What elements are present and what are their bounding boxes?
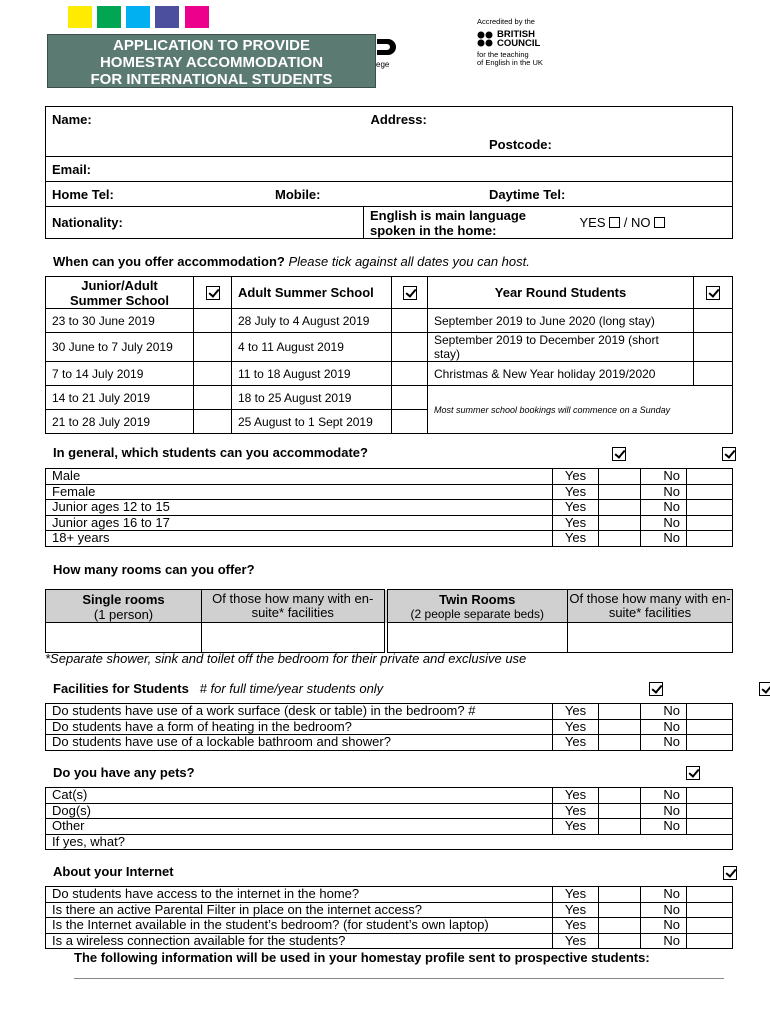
name-address-cell[interactable]	[46, 107, 733, 132]
students-question: In general, which students can you accommodate?	[53, 445, 368, 460]
email-label: Email:	[52, 161, 92, 177]
twin-ensuite-input[interactable]	[568, 623, 733, 653]
yes-checkbox[interactable]	[599, 918, 641, 934]
no-checkbox[interactable]	[687, 803, 733, 819]
pets-question: Do you have any pets?	[53, 765, 195, 780]
rooms-question: How many rooms can you offer?	[53, 562, 255, 577]
internet-title: About your Internet	[53, 864, 174, 879]
facilities-table: Do students have use of a work surface (desk or table) in the bedroom? # Yes No Do students have a form of heating in the bedroom? Yes No Do students have use of a lockable bathroom and shower? Yes No	[45, 703, 733, 751]
facilities-title: Facilities for Students # for full time/year students only	[53, 681, 384, 696]
tick-icon	[206, 286, 220, 300]
adult-date-4: 18 to 25 August 2019	[232, 386, 392, 410]
accommodation-question: When can you offer accommodation? Please tick against all dates you can host.	[53, 254, 530, 269]
junior-date-4: 14 to 21 July 2019	[46, 386, 194, 410]
year-round-checkbox-3[interactable]	[694, 362, 733, 386]
language-label-2: spoken in the home:	[370, 222, 497, 238]
year-round-checkbox-2[interactable]	[694, 333, 733, 362]
rooms-table: Single rooms (1 person) Of those how many with en-suite* facilities Twin Rooms (2 people separate beds) Of those how many with en-suite* facilities	[45, 589, 733, 653]
adult-checkbox-1[interactable]	[392, 309, 428, 333]
swatch-purple	[155, 6, 179, 28]
junior-checkbox-5[interactable]	[194, 410, 232, 434]
junior-date-1: 23 to 30 June 2019	[46, 309, 194, 333]
junior-checkbox-2[interactable]	[194, 333, 232, 362]
swatch-cyan	[126, 6, 150, 28]
yes-checkbox[interactable]	[599, 735, 641, 751]
nationality-label: Nationality:	[52, 215, 123, 230]
booking-note: Most summer school bookings will commence on a Sunday	[428, 386, 733, 434]
single-ensuite-input[interactable]	[202, 623, 386, 653]
adult-checkbox-2[interactable]	[392, 333, 428, 362]
phone-row[interactable]	[46, 182, 733, 207]
home-tel-label: Home Tel:	[52, 186, 114, 202]
pets-table: Cat(s) Yes No Dog(s) Yes No Other Yes No If yes, what?	[45, 787, 733, 850]
yes-checkbox[interactable]	[599, 484, 641, 500]
junior-checkbox-3[interactable]	[194, 362, 232, 386]
british-council-icon	[477, 31, 495, 47]
pets-details-field[interactable]: If yes, what?	[46, 834, 733, 850]
junior-checkbox-4[interactable]	[194, 386, 232, 410]
profile-info-text: The following information will be used in your homestay profile sent to prospective students:	[74, 950, 650, 965]
page-title: APPLICATION TO PROVIDE HOMESTAY ACCOMMODATION FOR INTERNATIONAL STUDENTS	[47, 34, 376, 88]
no-checkbox[interactable]	[687, 531, 733, 547]
yes-checkbox[interactable]	[599, 704, 641, 720]
junior-date-2: 30 June to 7 July 2019	[46, 333, 194, 362]
yes-checkbox[interactable]	[599, 515, 641, 531]
no-checkbox[interactable]	[687, 719, 733, 735]
personal-info-table	[45, 106, 733, 239]
yes-option-label: YES	[579, 215, 606, 230]
yes-checkbox[interactable]	[599, 500, 641, 516]
adult-date-5: 25 August to 1 Sept 2019	[232, 410, 392, 434]
no-option-label: / NO	[623, 215, 651, 230]
swatch-yellow	[68, 6, 92, 28]
no-checkbox[interactable]	[654, 217, 665, 228]
junior-date-3: 7 to 14 July 2019	[46, 362, 194, 386]
adult-date-2: 4 to 11 August 2019	[232, 333, 392, 362]
address-label: Address:	[370, 111, 427, 127]
tick-icon	[722, 447, 736, 461]
adult-checkbox-4[interactable]	[392, 386, 428, 410]
tick-icon	[759, 682, 770, 696]
no-checkbox[interactable]	[687, 933, 733, 949]
yes-checkbox[interactable]	[599, 531, 641, 547]
swatch-magenta	[185, 6, 209, 28]
year-round-2: September 2019 to December 2019 (short stay)	[428, 333, 694, 362]
adult-date-3: 11 to 18 August 2019	[232, 362, 392, 386]
no-checkbox[interactable]	[687, 515, 733, 531]
postcode-cell[interactable]	[46, 132, 733, 157]
college-logo-icon	[374, 36, 396, 58]
tick-icon	[706, 286, 720, 300]
postcode-label: Postcode:	[489, 136, 552, 152]
no-checkbox[interactable]	[687, 902, 733, 918]
internet-table: Do students have access to the internet in the home? Yes No Is there an active Parental Filter in place on the internet access? Yes No Is the Internet available in the student’s bedroom? (for student’s own laptop) Yes No Is a wireless connection available for the students? Yes No	[45, 886, 733, 949]
no-checkbox[interactable]	[687, 887, 733, 903]
tick-icon	[649, 682, 663, 696]
no-checkbox[interactable]	[687, 500, 733, 516]
name-label: Name:	[52, 111, 92, 127]
nationality-field[interactable]	[46, 207, 364, 239]
dates-table: Junior/Adult Summer School Adult Summer School Year Round Students 23 to 30 June 2019 28 July to 4 August 2019 September 2019 to June 2020 (long stay) 30 June to 7 July 2019 4 to 11 August 2019 September 2019 to December 2019 (short stay) 7 to 14 July 2019 11 to 18 August 2019 Christmas & New Year holiday 2019/2020 14 to 21 July 2019 18 to 25 August 2019 Most summer school bookings will commence on a Sunday 21 to 28 July 2019 25 August to 1 Sept 2019	[45, 276, 733, 434]
tick-icon	[686, 766, 700, 780]
no-checkbox[interactable]	[687, 735, 733, 751]
daytime-tel-label: Daytime Tel:	[489, 187, 566, 202]
tick-icon	[723, 866, 737, 880]
no-checkbox[interactable]	[687, 704, 733, 720]
yes-checkbox[interactable]	[599, 819, 641, 835]
swatch-green	[97, 6, 121, 28]
year-round-3: Christmas & New Year holiday 2019/2020	[428, 362, 694, 386]
no-checkbox[interactable]	[687, 819, 733, 835]
adult-checkbox-5[interactable]	[392, 410, 428, 434]
language-label-1: English is main language	[370, 207, 527, 223]
no-checkbox[interactable]	[687, 918, 733, 934]
accreditation-block: Accredited by the BRITISH COUNCIL for the teaching of English in the UK	[477, 17, 543, 67]
yes-checkbox[interactable]	[609, 217, 620, 228]
yes-checkbox[interactable]	[599, 902, 641, 918]
mobile-label: Mobile:	[275, 187, 321, 202]
junior-date-5: 21 to 28 July 2019	[46, 410, 194, 434]
year-round-checkbox-1[interactable]	[694, 309, 733, 333]
no-checkbox[interactable]	[687, 484, 733, 500]
rooms-footnote: *Separate shower, sink and toilet off the bedroom for their private and exclusive use	[45, 651, 527, 666]
single-rooms-input[interactable]	[46, 623, 202, 653]
junior-checkbox-1[interactable]	[194, 309, 232, 333]
yes-checkbox[interactable]	[599, 933, 641, 949]
tick-icon	[612, 447, 626, 461]
college-name-fragment: ege	[376, 60, 390, 69]
college-logo	[374, 36, 396, 58]
tick-icon	[403, 286, 417, 300]
students-table: Male Yes No Female Yes No Junior ages 12 to 15 Yes No Junior ages 16 to 17 Yes No 18+ years Yes No	[45, 468, 733, 547]
yes-checkbox[interactable]	[599, 719, 641, 735]
yes-checkbox[interactable]	[599, 788, 641, 804]
adult-checkbox-3[interactable]	[392, 362, 428, 386]
year-round-1: September 2019 to June 2020 (long stay)	[428, 309, 694, 333]
email-field[interactable]	[46, 157, 733, 182]
no-checkbox[interactable]	[687, 788, 733, 804]
divider-line	[74, 978, 724, 979]
yes-checkbox[interactable]	[599, 803, 641, 819]
twin-rooms-input[interactable]	[386, 623, 568, 653]
yes-checkbox[interactable]	[599, 887, 641, 903]
adult-date-1: 28 July to 4 August 2019	[232, 309, 392, 333]
yes-checkbox[interactable]	[599, 469, 641, 485]
no-checkbox[interactable]	[687, 469, 733, 485]
